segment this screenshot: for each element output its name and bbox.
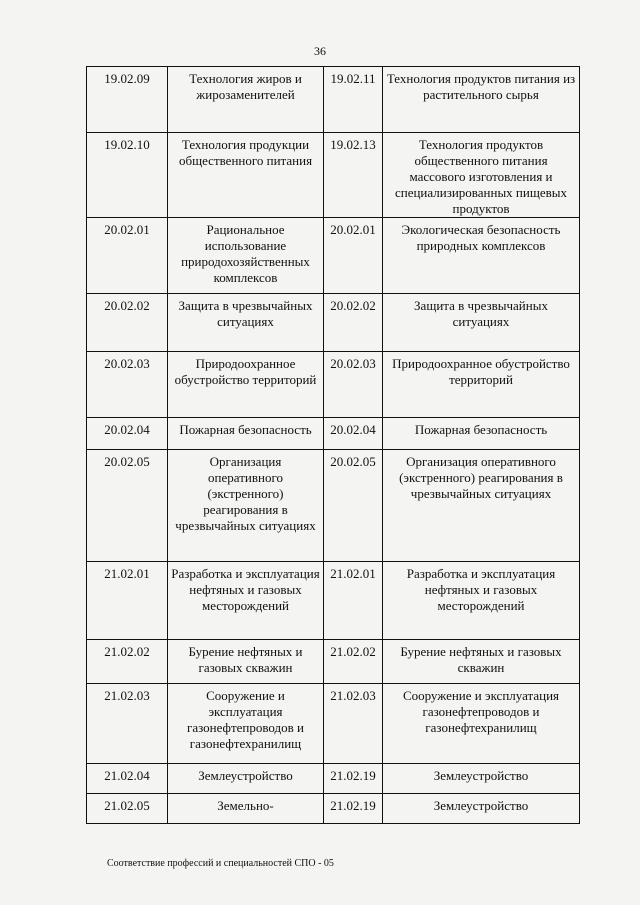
table-row <box>87 640 580 684</box>
profession-name-cell: Природоохранное обустройство территорий <box>168 352 324 418</box>
footer-caption: Соответствие профессий и специальностей СПО - 05 <box>107 858 334 869</box>
specialty-name-cell: Природоохранное обустройство территорий <box>383 352 580 418</box>
profession-name-cell: Сооружение и эксплуатация газонефтепроводов и газонефтехранилищ <box>168 684 324 764</box>
table-row <box>87 352 580 418</box>
profession-name-cell: Технология продукции общественного питания <box>168 133 324 218</box>
table-row <box>87 294 580 352</box>
table-row <box>87 67 580 133</box>
profession-name-cell: Землеустройство <box>168 764 324 794</box>
table-row <box>87 794 580 824</box>
profession-code-cell: 20.02.01 <box>87 218 168 294</box>
specialty-code-cell: 20.02.04 <box>324 418 383 450</box>
profession-name-cell: Бурение нефтяных и газовых скважин <box>168 640 324 684</box>
specialty-name-cell: Технология продуктов общественного питания массового изготовления и специализированных пищевых продуктов <box>383 133 580 218</box>
specialty-code-cell: 19.02.13 <box>324 133 383 218</box>
profession-code-cell: 21.02.01 <box>87 562 168 640</box>
table-row <box>87 684 580 764</box>
profession-code-cell: 21.02.05 <box>87 794 168 824</box>
profession-code-cell: 20.02.02 <box>87 294 168 352</box>
specialty-code-cell: 20.02.05 <box>324 450 383 562</box>
specialty-name-cell: Пожарная безопасность <box>383 418 580 450</box>
profession-code-cell: 19.02.10 <box>87 133 168 218</box>
profession-code-cell: 21.02.04 <box>87 764 168 794</box>
specialty-name-cell: Технология продуктов питания из растительного сырья <box>383 67 580 133</box>
table-row <box>87 133 580 218</box>
table-row <box>87 764 580 794</box>
specialty-name-cell: Организация оперативного (экстренного) реагирования в чрезвычайных ситуациях <box>383 450 580 562</box>
profession-code-cell: 20.02.05 <box>87 450 168 562</box>
specialty-code-cell: 20.02.02 <box>324 294 383 352</box>
specialty-code-cell: 21.02.02 <box>324 640 383 684</box>
specialty-name-cell: Экологическая безопасность природных комплексов <box>383 218 580 294</box>
table-row <box>87 562 580 640</box>
specialty-name-cell: Землеустройство <box>383 764 580 794</box>
specialty-name-cell: Разработка и эксплуатация нефтяных и газовых месторождений <box>383 562 580 640</box>
specialty-name-cell: Защита в чрезвычайных ситуациях <box>383 294 580 352</box>
profession-code-cell: 21.02.03 <box>87 684 168 764</box>
profession-name-cell: Земельно- <box>168 794 324 824</box>
specialty-code-cell: 20.02.03 <box>324 352 383 418</box>
profession-code-cell: 19.02.09 <box>87 67 168 133</box>
specialty-code-cell: 20.02.01 <box>324 218 383 294</box>
table-row <box>87 450 580 562</box>
specialty-code-cell: 19.02.11 <box>324 67 383 133</box>
table-body <box>87 67 580 824</box>
table-row <box>87 418 580 450</box>
specialty-name-cell: Землеустройство <box>383 794 580 824</box>
specialty-code-cell: 21.02.19 <box>324 764 383 794</box>
profession-name-cell: Защита в чрезвычайных ситуациях <box>168 294 324 352</box>
profession-name-cell: Организация оперативного (экстренного) реагирования в чрезвычайных ситуациях <box>168 450 324 562</box>
specialty-name-cell: Сооружение и эксплуатация газонефтепроводов и газонефтехранилищ <box>383 684 580 764</box>
profession-code-cell: 21.02.02 <box>87 640 168 684</box>
profession-name-cell: Разработка и эксплуатация нефтяных и газовых месторождений <box>168 562 324 640</box>
specialty-code-cell: 21.02.19 <box>324 794 383 824</box>
specialty-name-cell: Бурение нефтяных и газовых скважин <box>383 640 580 684</box>
profession-name-cell: Пожарная безопасность <box>168 418 324 450</box>
profession-code-cell: 20.02.03 <box>87 352 168 418</box>
profession-name-cell: Технология жиров и жирозаменителей <box>168 67 324 133</box>
correspondence-table <box>86 66 580 824</box>
profession-code-cell: 20.02.04 <box>87 418 168 450</box>
table-row <box>87 218 580 294</box>
specialty-code-cell: 21.02.03 <box>324 684 383 764</box>
specialty-code-cell: 21.02.01 <box>324 562 383 640</box>
profession-name-cell: Рациональное использование природохозяйственных комплексов <box>168 218 324 294</box>
page-number: 36 <box>314 44 326 58</box>
